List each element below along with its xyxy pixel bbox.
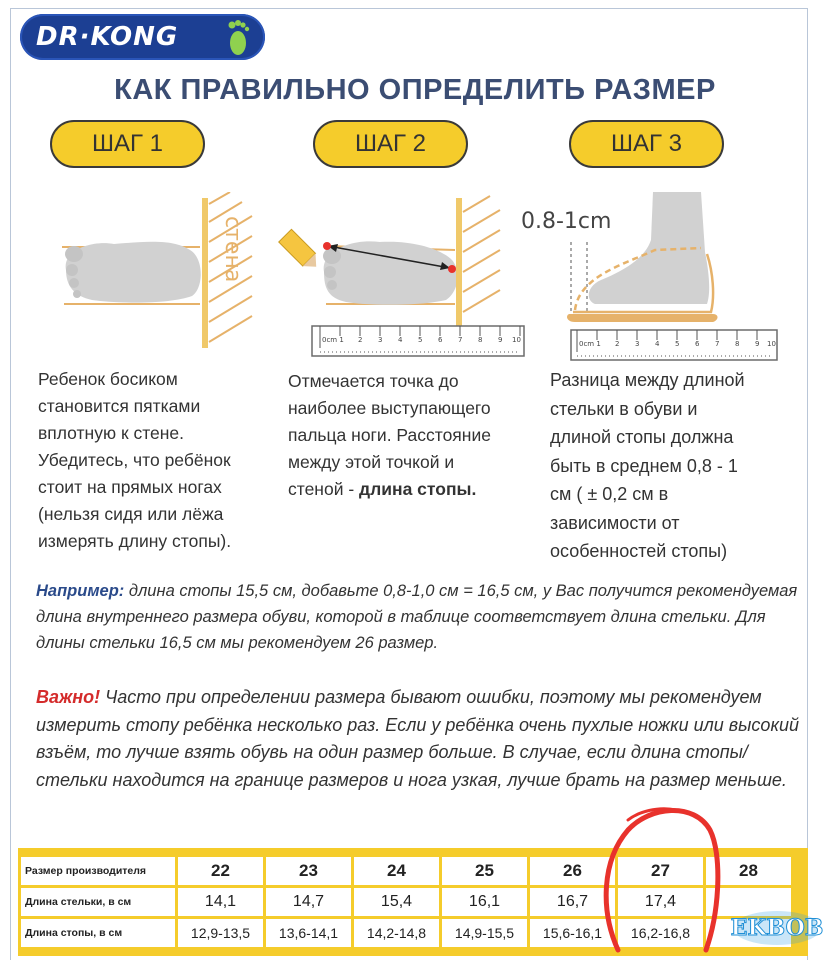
footprint-icon xyxy=(225,17,251,57)
step-2-text xyxy=(288,368,533,503)
step-3-illustration xyxy=(515,192,785,364)
table-cell: 15,4 xyxy=(353,887,441,918)
row-label: Длина стопы, в см xyxy=(20,918,177,949)
ruler-tick-label: 10 xyxy=(512,336,521,344)
ruler-tick-label: 7 xyxy=(458,336,463,344)
watermark-text: EKBOB xyxy=(730,915,824,941)
important-text: Часто при определении размера бывают ошибки, поэтому мы рекомендуем измерить стопу ребёнка несколько раз. Если у ребёнка очень пухлые ножки или высокий взъём, то лучше взять обувь на один размер больше. В случае, если длина стопы/стельки находится на границе размеров и нога узкая, лучше брать на размер меньше. xyxy=(36,687,799,790)
logo-text: DR·KONG xyxy=(36,22,179,52)
example-text: длина стопы 15,5 см, добавьте 0,8-1,0 см = 16,5 см, у Вас получится рекомендуемая длина внутреннего размера обуви, которой в таблице соответствует длина стельки. Для длины стельки 16,5 см мы рекомендуем 26 размер. xyxy=(36,582,798,652)
example-label: Например: xyxy=(36,582,125,600)
text-line: быть в среднем 0,8 - 1 xyxy=(550,455,738,476)
page-title: КАК ПРАВИЛЬНО ОПРЕДЕЛИТЬ РАЗМЕР xyxy=(114,74,716,106)
ekbob-watermark xyxy=(730,908,824,948)
table-cell: 22 xyxy=(177,856,265,887)
text-line: вплотную к стене. xyxy=(38,423,185,443)
text-line: пальца ноги. Расстояние xyxy=(288,425,491,445)
text-line: особенностей стопы) xyxy=(550,541,728,561)
ruler-tick-label: 3 xyxy=(378,336,383,344)
text-line: стоит на прямых ногах xyxy=(38,477,222,497)
foot-shape xyxy=(324,241,458,304)
step-2-badge: ШАГ 2 xyxy=(313,120,468,168)
text-line: Убедитесь, что ребёнок xyxy=(38,450,231,470)
ruler-tick-label: 9 xyxy=(755,340,760,348)
ruler-tick-label: 6 xyxy=(438,336,443,344)
table-cell: 28 xyxy=(705,856,793,887)
text-line: Отмечается точка до xyxy=(288,371,459,391)
ruler-tick-label: 5 xyxy=(418,336,423,344)
text-line: между этой точкой и xyxy=(288,452,455,472)
ruler-tick-label: 2 xyxy=(358,336,363,344)
step-1-text xyxy=(38,366,283,555)
ruler-tick-label: 2 xyxy=(615,340,620,348)
row-label: Длина стельки, в см xyxy=(20,887,177,918)
text-fragment: стеной - xyxy=(288,479,360,499)
step-3-badge: ШАГ 3 xyxy=(569,120,724,168)
important-label: Важно! xyxy=(36,687,101,707)
table-cell: 16,1 xyxy=(441,887,529,918)
ruler-tick-label: 7 xyxy=(715,340,720,348)
table-cell: 12,9-13,5 xyxy=(177,918,265,949)
step-3-text xyxy=(550,366,800,566)
text-line: измерять длину стопы). xyxy=(38,531,232,551)
table-cell: 16,7 xyxy=(529,887,617,918)
table-cell: 17,4 xyxy=(617,887,705,918)
ruler-tick-label: 4 xyxy=(398,336,403,344)
text-line: зависимости от xyxy=(550,512,680,533)
important-paragraph xyxy=(36,684,806,794)
table-cell: 15,6-16,1 xyxy=(529,918,617,949)
ruler-tick-label: 6 xyxy=(695,340,700,348)
step-1-badge: ШАГ 1 xyxy=(50,120,205,168)
wall-label: стена xyxy=(220,216,245,283)
ruler-tick-label: 3 xyxy=(635,340,640,348)
ruler-tick-label: 0cm 1 xyxy=(579,340,601,348)
table-cell: 23 xyxy=(265,856,353,887)
example-paragraph xyxy=(36,578,806,656)
table-cell: 14,2-14,8 xyxy=(353,918,441,949)
table-cell: 16,2-16,8 xyxy=(617,918,705,949)
step-1-illustration xyxy=(52,192,262,352)
table-cell: 14,7 xyxy=(265,887,353,918)
highlight-circle-annotation xyxy=(598,800,728,960)
table-cell: 13,6-14,1 xyxy=(265,918,353,949)
gap-label: 0.8-1cm xyxy=(521,209,612,234)
table-cell: 14,9-15,5 xyxy=(441,918,529,949)
ruler-tick-label: 10 xyxy=(767,340,776,348)
row-label: Размер производителя xyxy=(20,856,177,887)
text-line: Ребенок босиком xyxy=(38,369,178,389)
text-line: см ( ± 0,2 см в xyxy=(550,484,669,504)
ruler-tick-label: 8 xyxy=(735,340,740,348)
table-cell: 27 xyxy=(617,856,705,887)
ruler-tick-label: 5 xyxy=(675,340,680,348)
text-line: Разница между длиной xyxy=(550,370,745,390)
step-2-illustration xyxy=(270,192,530,362)
table-cell: 14,1 xyxy=(177,887,265,918)
table-cell: 26 xyxy=(529,856,617,887)
foot-shape xyxy=(66,242,201,303)
text-line: наиболее выступающего xyxy=(288,398,491,418)
insole xyxy=(567,314,718,322)
text-line: (нельзя сидя или лёжа xyxy=(38,504,224,524)
ruler-tick-label: 9 xyxy=(498,336,503,344)
text-line: длиной стопы должна xyxy=(550,427,734,447)
text-line: стельки в обуви и xyxy=(550,398,698,419)
ruler-tick-label: 4 xyxy=(655,340,660,348)
ruler-tick-label: 0cm 1 xyxy=(322,336,344,344)
ruler-tick-label: 8 xyxy=(478,336,483,344)
table-cell: 25 xyxy=(441,856,529,887)
text-line xyxy=(288,476,533,503)
table-cell: 24 xyxy=(353,856,441,887)
foot-length-term: длина стопы. xyxy=(359,479,477,499)
dr-kong-logo xyxy=(20,14,265,60)
text-line: становится пятками xyxy=(38,396,201,416)
